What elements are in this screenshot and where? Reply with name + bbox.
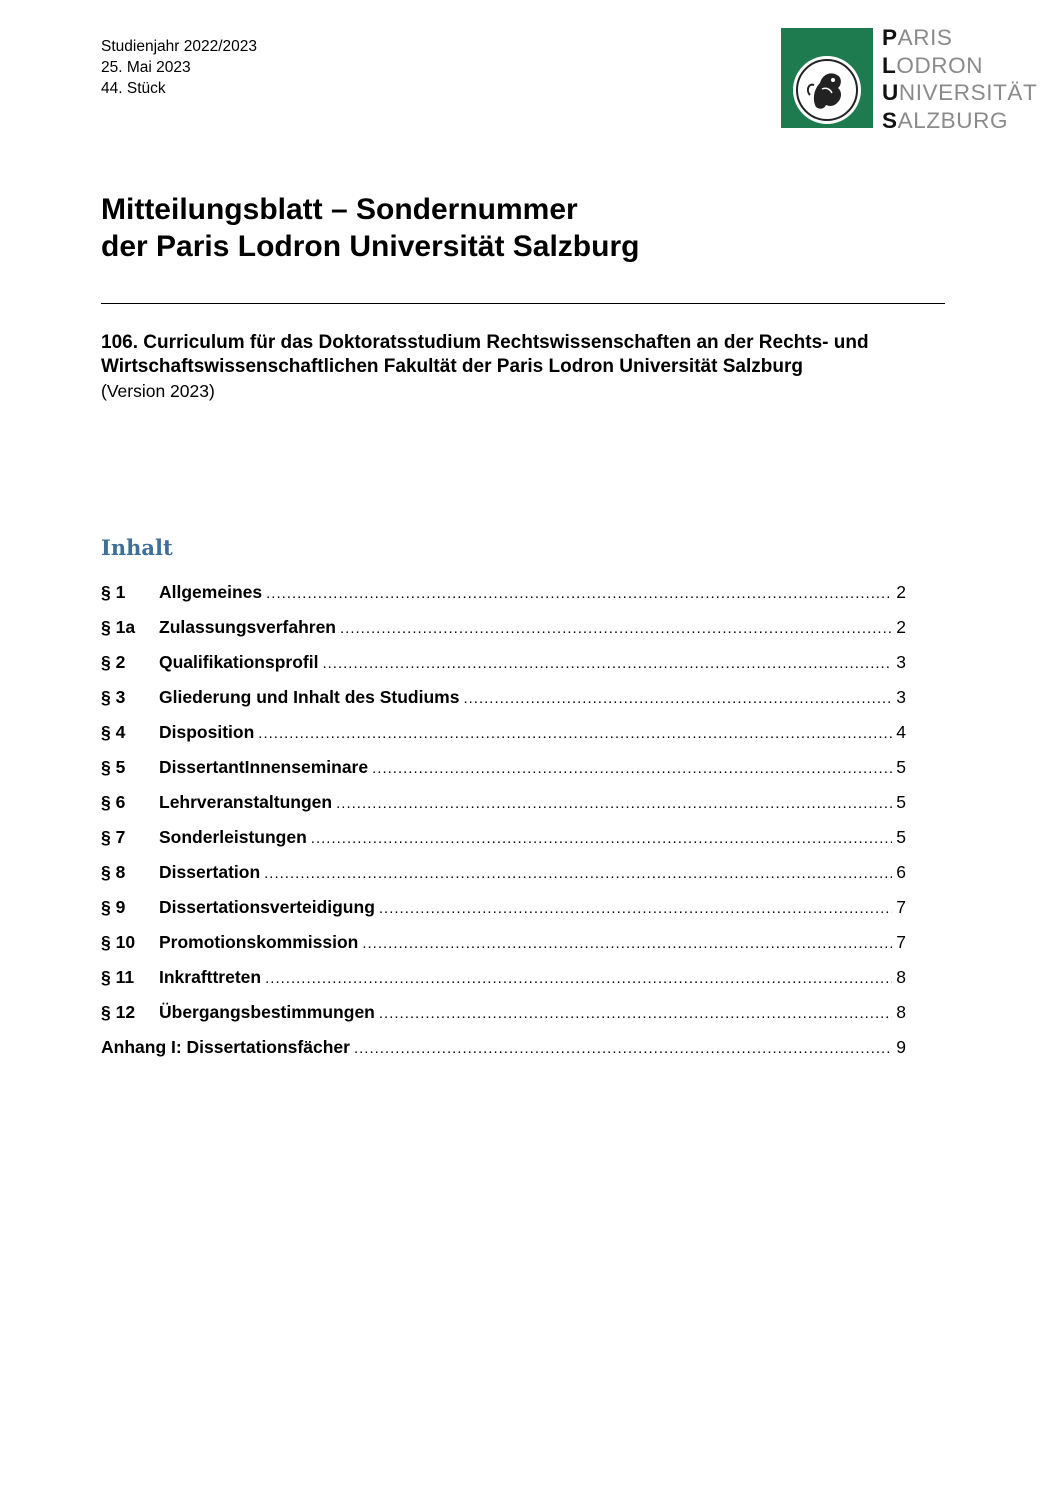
toc-entry-number: § 9 (101, 897, 126, 917)
toc-leader-dots (362, 935, 892, 952)
toc-entry-label[interactable]: Zulassungsverfahren (159, 617, 336, 637)
toc-entry-number: § 4 (101, 722, 126, 742)
toc-entry-page: 5 (896, 757, 906, 777)
bulletin-meta (101, 36, 257, 99)
toc-heading: Inhalt (101, 535, 173, 560)
logo-initial-p: P (882, 25, 898, 50)
logo-text-odron: ODRON (896, 52, 984, 78)
toc-entry[interactable] (101, 965, 906, 1000)
toc-entry[interactable] (101, 685, 906, 720)
toc-entry-page: 8 (896, 1002, 906, 1022)
logo-wordmark (882, 24, 1037, 134)
toc-leader-dots (379, 900, 892, 917)
toc-entry-label[interactable]: Lehrveranstaltungen (159, 792, 333, 812)
toc-entry-page: 2 (896, 582, 906, 602)
toc-entry-number: § 10 (101, 932, 136, 952)
toc-leader-dots (265, 970, 892, 987)
logo-initial-s: S (882, 107, 898, 133)
toc-appendix-page: 9 (896, 1037, 906, 1057)
toc-leader-dots (354, 1040, 892, 1057)
toc-entry-label[interactable]: Promotionskommission (159, 932, 359, 952)
document-title (101, 191, 639, 265)
lion-seal-icon (792, 55, 862, 125)
logo-text-alzburg: ALZBURG (897, 107, 1009, 133)
curriculum-subtitle (101, 331, 869, 403)
toc-entry-number: § 1 (101, 582, 126, 602)
toc-entry-label[interactable]: Dissertationsverteidigung (159, 897, 375, 917)
logo-initial-l: L (882, 52, 897, 78)
title-divider (101, 303, 945, 304)
toc-appendix-entry[interactable] (101, 1035, 906, 1070)
toc-entry[interactable] (101, 860, 906, 895)
university-logo (781, 25, 1038, 133)
toc-entry-page: 5 (896, 792, 906, 812)
toc-entry-label[interactable]: Inkrafttreten (159, 967, 262, 987)
subtitle-version: (Version 2023) (101, 381, 215, 401)
toc-entry-label[interactable]: Disposition (159, 722, 255, 742)
toc-entry-page: 7 (896, 897, 906, 917)
toc-entry[interactable] (101, 650, 906, 685)
toc-entry-label[interactable]: Gliederung und Inhalt des Studiums (159, 687, 460, 707)
toc-leader-dots (311, 830, 892, 847)
toc-leader-dots (322, 655, 892, 672)
toc-entry-number: § 7 (101, 827, 126, 847)
toc-entry-number: § 3 (101, 687, 126, 707)
table-of-contents (101, 580, 906, 1070)
toc-appendix-label[interactable]: Anhang I: Dissertationsfächer (101, 1037, 350, 1057)
logo-text-niversitaet: NIVERSITÄT (898, 80, 1038, 105)
issue-date: 25. Mai 2023 (101, 59, 191, 76)
subtitle-line-2: Wirtschaftswissenschaftlichen Fakultät der Paris Lodron Universität Salzburg (101, 356, 803, 377)
toc-entry-label[interactable]: Qualifikationsprofil (159, 652, 319, 672)
toc-entry-number: § 11 (101, 967, 135, 987)
toc-entry-page: 4 (896, 722, 906, 742)
toc-entry[interactable] (101, 825, 906, 860)
toc-entry-label[interactable]: Übergangsbestimmungen (159, 1002, 375, 1022)
toc-entry[interactable] (101, 580, 906, 615)
toc-entry-label[interactable]: Dissertation (159, 862, 261, 882)
toc-entry-number: § 5 (101, 757, 126, 777)
toc-entry-page: 3 (896, 652, 906, 672)
toc-leader-dots (379, 1005, 892, 1022)
toc-leader-dots (258, 725, 892, 742)
toc-entry-label[interactable]: DissertantInnenseminare (159, 757, 369, 777)
toc-entry[interactable] (101, 755, 906, 790)
toc-entry[interactable] (101, 930, 906, 965)
academic-year: Studienjahr 2022/2023 (101, 38, 257, 55)
toc-entry-page: 3 (896, 687, 906, 707)
toc-entry-number: § 8 (101, 862, 126, 882)
toc-entry-page: 8 (896, 967, 906, 987)
toc-leader-dots (463, 690, 892, 707)
toc-entry-label[interactable]: Allgemeines (159, 582, 263, 602)
logo-text-aris: ARIS (897, 25, 953, 50)
toc-entry-number: § 2 (101, 652, 126, 672)
toc-entry[interactable] (101, 895, 906, 930)
toc-entry[interactable] (101, 790, 906, 825)
toc-entry-label[interactable]: Sonderleistungen (159, 827, 307, 847)
toc-entry-page: 6 (896, 862, 906, 882)
toc-leader-dots (340, 620, 892, 637)
toc-leader-dots (266, 585, 892, 602)
toc-entry-number: § 6 (101, 792, 126, 812)
toc-entry-page: 7 (896, 932, 906, 952)
toc-entry-page: 2 (896, 617, 906, 637)
toc-entry-number: § 12 (101, 1002, 136, 1022)
issue-number: 44. Stück (101, 80, 166, 97)
toc-entry[interactable] (101, 720, 906, 755)
logo-initial-u: U (882, 80, 899, 105)
toc-leader-dots (336, 795, 892, 812)
title-line-1: Mitteilungsblatt – Sondernummer (101, 193, 578, 226)
title-line-2: der Paris Lodron Universität Salzburg (101, 230, 640, 263)
toc-entry[interactable] (101, 615, 906, 650)
toc-entry-page: 5 (896, 827, 906, 847)
toc-entry-number: § 1a (101, 617, 136, 637)
subtitle-line-1: 106. Curriculum für das Doktoratsstudium Rechtswissenschaften an der Rechts- und (101, 332, 869, 353)
toc-leader-dots (264, 865, 892, 882)
toc-leader-dots (372, 760, 892, 777)
toc-entry[interactable] (101, 1000, 906, 1035)
